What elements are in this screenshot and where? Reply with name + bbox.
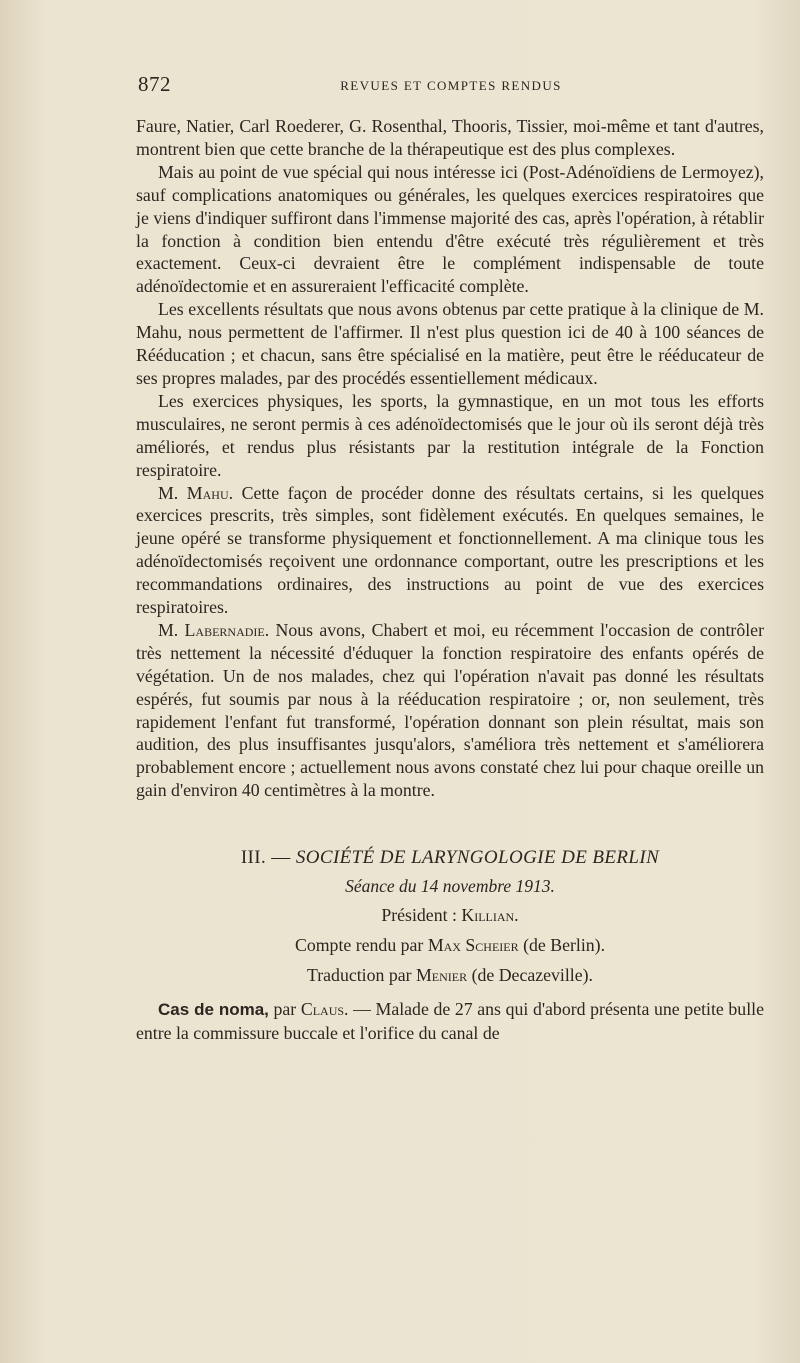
mahu-text: Cette façon de procéder donne des résultats certains, si les quelques exercices prescrits, très simples, sont fidèlement exécutés. En quelques semaines, le jeune opéré se transforme physiquement et fonctionnellement. A ma clinique tous les adénoïdectomisés reçoivent une ordonnance comportant, outre les prescriptions et les recommandations ordinaires, des instructions au point de vue des exercices respiratoires. [136, 482, 764, 618]
section-title [136, 844, 764, 872]
report-prefix: Compte rendu par [294, 935, 428, 956]
translation-prefix: Traduction par [307, 965, 416, 986]
case-by: par [268, 999, 301, 1020]
labernadie-text: Nous avons, Chabert et moi, eu récemment l'occasion de contrôler très nettement la nécessité d'éduquer la fonction respiratoire des enfants opérés de végétation. Un de nos malades, chez qui l'opération n'avait pas donné les résultats espérés, fut soumis par nous à la rééducation respiratoire ; or, non seulement, très rapidement l'enfant fut transformé, l'opération donnant son plein résultat, mais son audition, des plus insuffisantes jusqu'alors, s'améliora très nettement et s'améliorera probablement encore ; actuellement nous avons constaté chez lui pour chaque oreille un gain d'environ 40 centimètres à la montre. [136, 619, 764, 801]
report-author: Max Scheier [427, 935, 519, 956]
report-line [136, 930, 764, 960]
section-society: SOCIÉTÉ DE LARYNGOLOGIE DE BERLIN [295, 847, 660, 869]
president-name: Killian. [461, 905, 519, 926]
paragraph-labernadie [136, 619, 764, 802]
speaker-labernadie: M. Labernadie. [158, 619, 270, 640]
paragraph-mahu [136, 482, 764, 619]
case-author: Claus. [300, 999, 349, 1020]
president-label: Président : [381, 905, 462, 926]
page-header [138, 72, 764, 100]
running-head: REVUES ET COMPTES RENDUS [340, 78, 562, 93]
translation-suffix: (de Decazeville). [467, 965, 593, 986]
paragraph-continuation: Faure, Natier, Carl Roederer, G. Rosenthal, Thooris, Tissier, moi-même et tant d'autres, montrent bien que cette branche de la thérapeutique est des plus complexes. [136, 116, 764, 159]
translation-line [136, 960, 764, 990]
paragraph-case-noma [136, 998, 764, 1045]
paragraph-exercices-physiques: Les exercices physiques, les sports, la gymnastique, en un mot tous les efforts musculaires, ne seront permis à ces adénoïdectomisés que le jour où ils seront déjà très améliorés, et rendus plus résistants par la restitution intégrale de la Fonction respiratoire. [136, 390, 764, 480]
session-date: Séance du 14 novembre 1913. [345, 876, 555, 897]
report-suffix: (de Berlin). [518, 935, 606, 956]
case-title: Cas de noma, [158, 1000, 269, 1020]
president-line [136, 900, 764, 930]
paragraph-resultats: Les excellents résultats que nous avons obtenus par cette pratique à la clinique de M. Mahu, nous permettent de l'affirmer. Il n'est plus question ici de 40 à 100 séances de Rééducation ; et chacun, sans être spécialisé en la matière, peut être le rééducateur de ses propres malades, par des procédés essentiellement médicaux. [136, 299, 764, 388]
speaker-mahu: M. Mahu. [158, 482, 234, 503]
section-number: III. — [240, 847, 291, 869]
translation-author: Menier [415, 965, 468, 986]
article-body [136, 115, 764, 1045]
case-text: — Malade de 27 ans qui d'abord présenta une petite bulle entre la commissure buccale et l'orifice du canal de [136, 999, 764, 1044]
section-heading-block [136, 844, 764, 990]
paragraph-post-adenoidiens: Mais au point de vue spécial qui nous intéresse ici (Post-Adénoïdiens de Lermoyez), sauf complications anatomiques ou générales, les quelques exercices respiratoires que je viens d'indiquer suffiront dans l'immense majorité des cas, après l'opération, à rétablir la fonction à condition bien entendu d'être exécuté très régulièrement et très exactement. Ceux-ci devraient être le complément indispensable de toute adénoïdectomie et en assureraient l'efficacité complète. [136, 161, 764, 297]
page-number: 872 [138, 72, 171, 96]
